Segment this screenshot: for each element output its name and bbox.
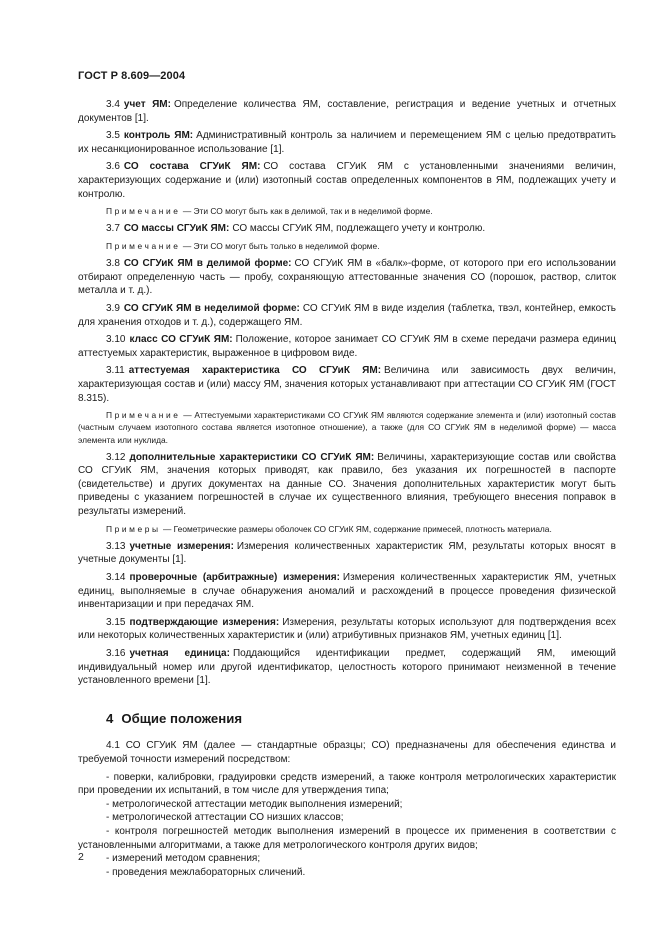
definition-3-6: 3.6 СО состава СГУиК ЯМ: СО состава СГУиК ЯМ с установленными значениями величин, характеризующих содержание и (или) изотопный состав определенных компонентов в ЯМ, подлежащих учету и контролю. bbox=[78, 161, 616, 200]
list-item: - поверки, калибровки, градуировки средств измерений, а также контроля метрологических характеристик при проведении их испытаний, в том числе для утверждения типа; bbox=[78, 771, 616, 797]
definition-3-10: 3.10 класс СО СГУиК ЯМ: Положение, которое занимает СО СГУиК ЯМ в схеме передачи размера единиц аттестуемых характеристик, выраженное в цифровом виде. bbox=[78, 334, 616, 359]
list-item: - контроля погрешностей методик выполнения измерений в процессе их применения в соответствии с установленными алгоритмами, а также для метрологического контроля других видов; bbox=[78, 825, 616, 851]
definition-3-16: 3.16 учетная единица: Поддающийся идентификации предмет, содержащий ЯМ, имеющий индивидуальный номер или другой идентификатор, целостность которого принимают неизменной в течение установленного времени [1]. bbox=[78, 648, 616, 687]
note-1: Примечание — Эти СО могут быть как в делимой, так и в неделимой форме. bbox=[106, 206, 433, 217]
document-body bbox=[78, 98, 616, 879]
list-item: - метрологической аттестации СО низших классов; bbox=[106, 812, 344, 824]
definition-3-8: 3.8 СО СГУиК ЯМ в делимой форме: СО СГУиК ЯМ в «балк»-форме, от которого при его использовании отбирают определенную часть — пробу, сохраняющую аттестованные значения СО (порошок, раствор, слиток металла и т. д.). bbox=[78, 258, 616, 297]
list-item: - измерений методом сравнения; bbox=[106, 853, 261, 865]
definition-3-13: 3.13 учетные измерения: Измерения количественных характеристик ЯМ, результаты которых вносят в учетные документы [1]. bbox=[78, 540, 616, 566]
definition-3-4: 3.4 учет ЯМ: Определение количества ЯМ, составление, регистрация и ведение учетных и отчетных документов [1]. bbox=[78, 99, 616, 124]
note-2: Примечание — Эти СО могут быть только в неделимой форме. bbox=[106, 240, 380, 251]
document-header: ГОСТ Р 8.609—2004 bbox=[78, 70, 186, 82]
note-3: Примечание — Аттестуемыми характеристиками СО СГУиК ЯМ являются содержание элемента и (или) изотопный состав (частным случаем изотопного состава является изотопное отношение), а также (для СО СГУиК ЯМ в неделимой форме) — масса элемента или нуклида. bbox=[78, 410, 616, 445]
definition-3-5: 3.5 контроль ЯМ: Административный контроль за наличием и перемещением ЯМ с целью предотвратить их несанкционированное использование [1]. bbox=[78, 130, 617, 155]
definition-3-9: 3.9 СО СГУиК ЯМ в неделимой форме: СО СГУиК ЯМ в виде изделия (таблетка, твэл, контейнер, емкость для хранения отходов и т. д.), содержащего ЯМ. bbox=[78, 302, 616, 328]
definition-3-15: 3.15 подтверждающие измерения: Измерения, результаты которых используют для подтверждения всех или некоторых количественных характеристик и (или) атрибутивных признаков ЯМ, учетных единиц [1]. bbox=[78, 616, 616, 642]
page-number: 2 bbox=[78, 851, 84, 863]
definition-3-7: 3.7 СО массы СГУиК ЯМ: СО массы СГУиК ЯМ, подлежащего учету и контролю. bbox=[106, 223, 486, 235]
note-examples: Примеры — Геометрические размеры оболочек СО СГУиК ЯМ, содержание примесей, плотность материала. bbox=[106, 523, 552, 534]
section-intro: 4.1 СО СГУиК ЯМ (далее — стандартные образцы; СО) предназначены для обеспечения единства и требуемой точности измерений посредством: bbox=[78, 740, 616, 765]
definition-3-14: 3.14 проверочные (арбитражные) измерения: Измерения количественных характеристик ЯМ, учетных единиц, выполняемые в случае обнаружения аномалий и расхождений в процессе проведения физической инвентаризации и при передачах ЯМ. bbox=[78, 572, 617, 611]
definition-3-12: 3.12 дополнительные характеристики СО СГУиК ЯМ: Величины, характеризующие состав или свойства СО СГУиК ЯМ, значения которых приводят, как правило, без указания их погрешностей в паспорте (свидетельстве) и других документах на данные СО. Значения дополнительных характеристик могут быть приведены с указанием погрешностей в случае их существенного влияния, требующего внесения поправок в результаты измерений. bbox=[78, 451, 616, 518]
list-item: - проведения межлабораторных сличений. bbox=[106, 866, 306, 878]
list-item: - метрологической аттестации методик выполнения измерений; bbox=[106, 798, 403, 810]
definition-3-11: 3.11 аттестуемая характеристика СО СГУиК ЯМ: Величина или зависимость двух величин, характеризующая состав и (или) массу ЯМ, значения которых устанавливают при аттестации СО СГУиК ЯМ (ГОСТ 8.315). bbox=[78, 365, 616, 404]
section-heading: 4 Общие положения bbox=[106, 710, 243, 726]
